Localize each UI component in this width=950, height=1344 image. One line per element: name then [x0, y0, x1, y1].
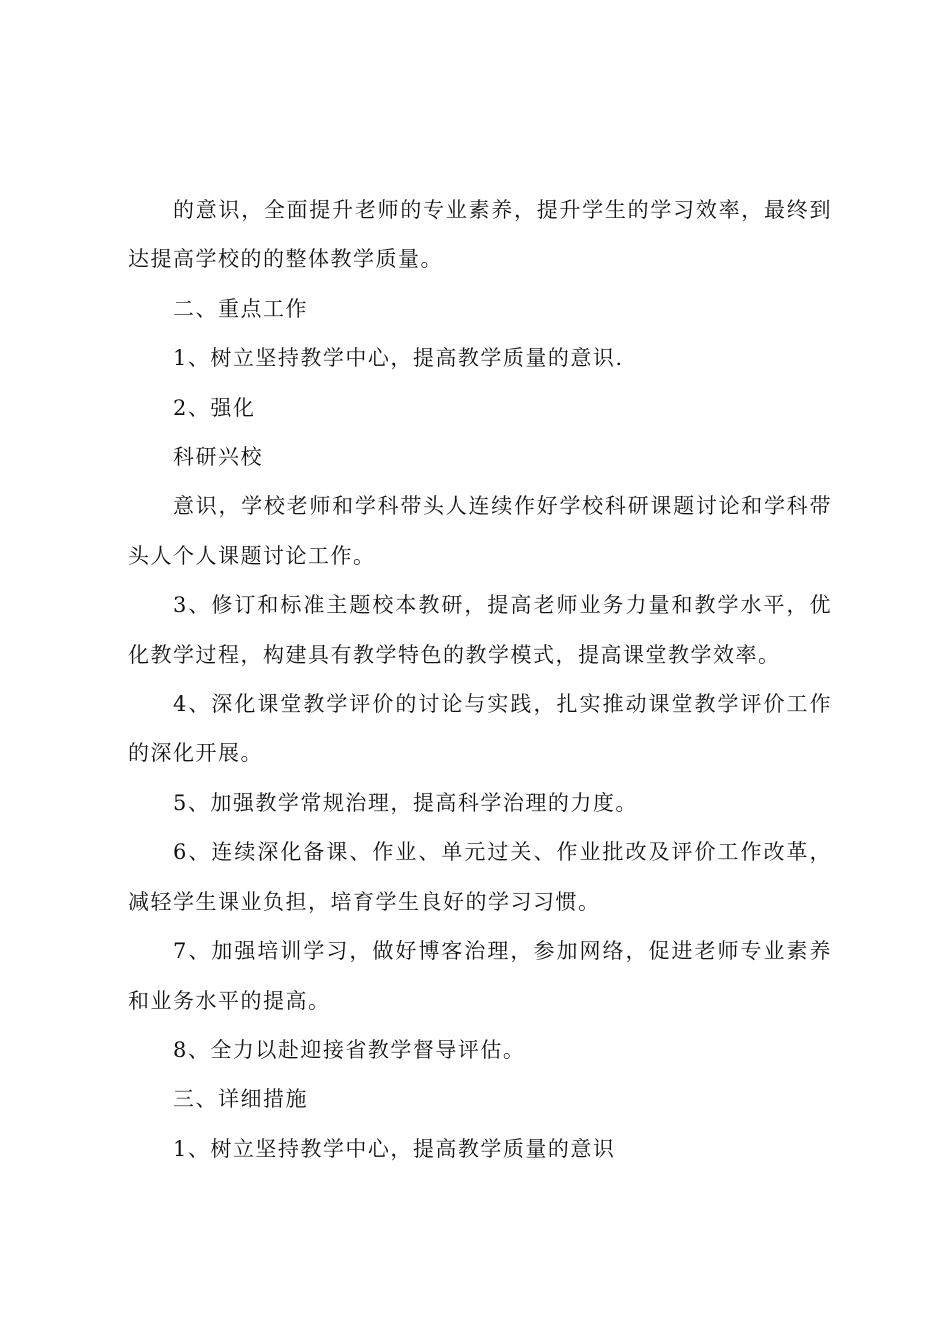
list-item-2-body: 意识，学校老师和学科带头人连续作好学校科研课题讨论和学科带头人个人课题讨论工作。: [128, 494, 832, 568]
list-item-7: 7、加强培训学习，做好博客治理，参加网络，促进老师专业素养和业务水平的提高。: [128, 939, 832, 1013]
list-item-2-subline: 科研兴校: [173, 445, 263, 470]
list-item-6: 6、连续深化备课、作业、单元过关、作业批改及评价工作改革，减轻学生课业负担，培育学生良好的学习习惯。: [128, 840, 832, 914]
list-item-3: 3、修订和标准主题校本教研，提高老师业务力量和教学水平，优化教学过程，构建具有教学特色的教学模式，提高课堂教学效率。: [128, 593, 832, 667]
paragraph-intro-continuation: 的意识，全面提升老师的专业素养，提升学生的学习效率，最终到达提高学校的的整体教学质量。: [128, 198, 832, 272]
list-item-1: 1、树立坚持教学中心，提高教学质量的意识.: [173, 346, 624, 371]
list-item-2: 2、强化: [173, 395, 256, 420]
measures-item-1: 1、树立坚持教学中心，提高教学质量的意识: [173, 1136, 616, 1161]
list-item-5: 5、加强教学常规治理，提高科学治理的力度。: [173, 790, 638, 815]
list-item-8: 8、全力以赴迎接省教学督导评估。: [173, 1037, 526, 1062]
section-heading-key-work: 二、重点工作: [173, 296, 308, 321]
section-heading-measures: 三、详细措施: [173, 1087, 308, 1112]
document-body: [128, 186, 832, 1174]
list-item-4: 4、深化课堂教学评价的讨论与实践，扎实推动课堂教学评价工作的深化开展。: [128, 692, 832, 766]
